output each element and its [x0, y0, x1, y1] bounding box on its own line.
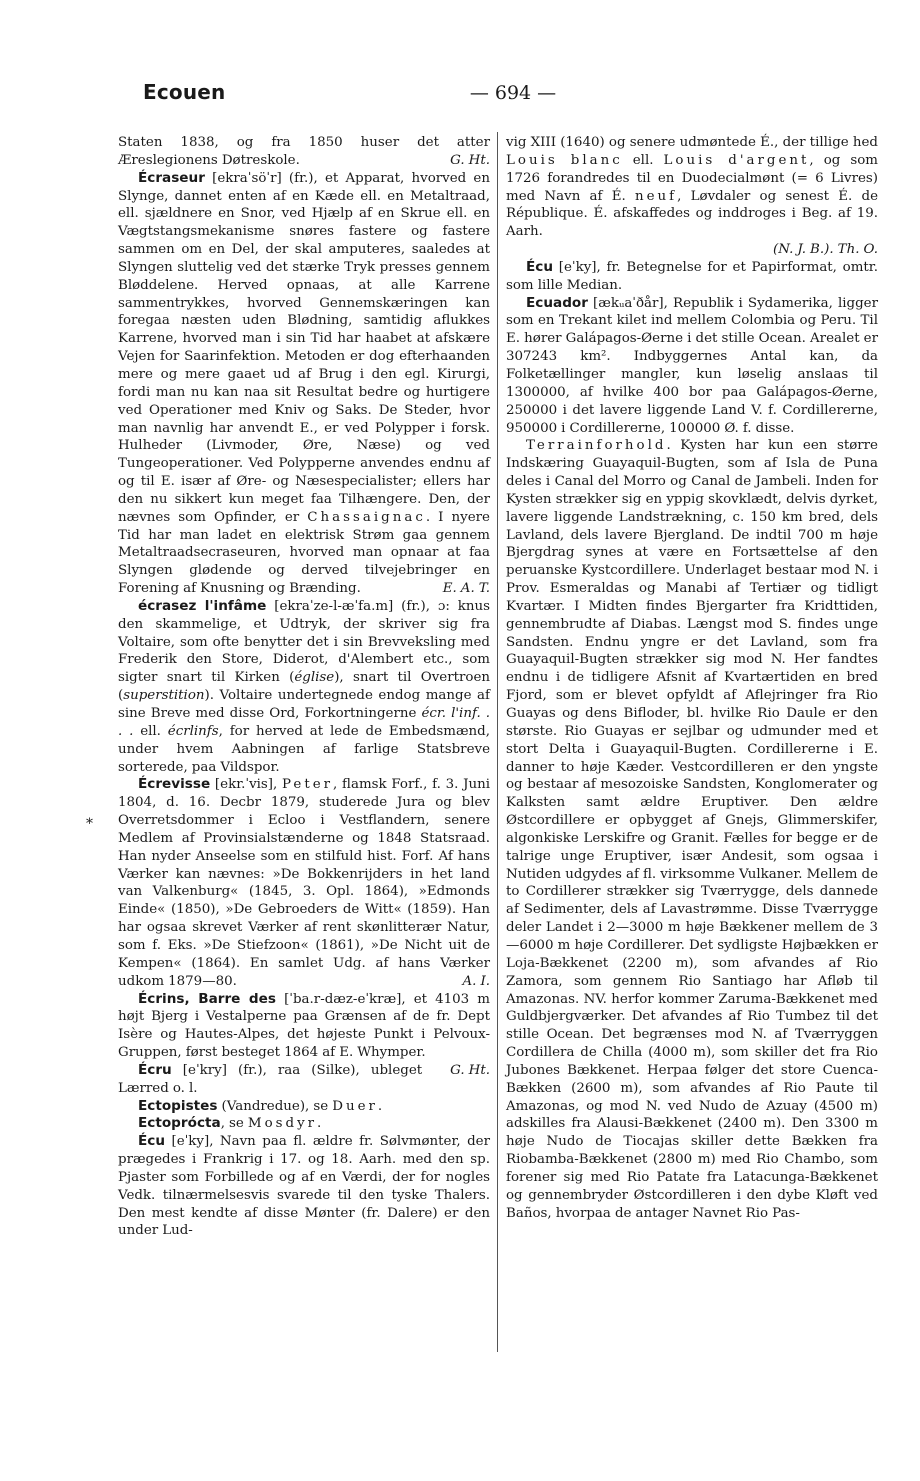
author-signature: (N. J. B.). Th. O.	[773, 242, 878, 258]
author-signature: A. I.	[462, 973, 490, 989]
entry-ecraseur: Écraseur [ekraˈsöˈr] (fr.), et Apparat, hvorved en Slynge, dannet enten af en Kæde ell. en Metaltraad, ell. sjældnere en Snor, ved Hjælp af en Skrue ell. en Vægtstangsmekanisme snøres fastere og fastere sammen om en Del, der skal amputeres, saaledes at Slyngen sluttelig ved det stærke Tryk presses gennem Bløddelene. Herved opnaas, at alle Karrene sammentrykkes, hvorved Gennemskæringen kan foregaa næsten uden Blødning, samtidig aflukkes Karrene, hvorved man i sin Tid har haabet at afskære Vejen for Saarinfektion. Metoden er dog efterhaanden mere og mere gaaet ud af Brug i den egl. Kirurgi, fordi man nu kan naa sit Resultat bedre og hurtigere ved Operationer med Kniv og Saks. De Steder, hvor man navnlig har anvendt E., er ved Polypper i forsk. Hulheder (Livmoder, Øre, Næse) og ved Tungeoperationer. Ved Polypperne anvendes endnu af og til E. især af Øre- og Næsespecialister; ellers har den nu sikkert kun meget faa Tilhængere. Den, der nævnes som Opfinder, er Chassaignac. I nyere Tid har man ladet en elektrisk Strøm gaa gennem Metaltraadsecraseuren, hvorved man opnaar at faa Slyngen glødende og derved tilvejebringer en Forening af Knusning og Brænding. E. A. T.	[118, 169, 490, 597]
headword: Écu	[138, 1133, 166, 1150]
page-header	[143, 80, 883, 110]
entry-ecrasez-linfame: écrasez l'infâme [ekraˈze-l-æˈfa.m] (fr.), ɔ: knus den skammelige, et Udtryk, der skriver sig fra Voltaire, som ofte benytter det i sin Brevveksling med Frederik den Store, Diderot, d'Alembert etc., som sigter snart til Kirken (église), snart til Overtroen (superstition). Voltaire undertegnede endog mange af sine Breve med disse Ord, Forkortningerne écr. l'inf. . . . ell. écrlinfs, for herved at lede de Embedsmænd, under hvem Aabningen af farlige Statsbreve sorterede, paa Vildspor.	[118, 597, 491, 775]
entry-continuation: Staten 1838, og fra 1850 huser det atter Æreslegionens Døtreskole. G. Ht.	[118, 135, 490, 168]
left-column	[118, 134, 490, 1240]
entry-ecu-paper: Écu [eˈky], fr. Betegnelse for et Papirformat, omtr. som lille Median.	[506, 258, 878, 293]
entry-ecru: Écru [eˈkry] (fr.), raa (Silke), ubleget Lærred o. l.	[118, 1061, 423, 1096]
entry-ectopistes: Ectopistes (Vandredue), se Duer.	[138, 1097, 383, 1114]
headword: Ecuador	[526, 294, 588, 311]
column-divider	[497, 132, 498, 1352]
headword: Écu	[526, 258, 554, 275]
author-signature: G. Ht.	[450, 152, 490, 168]
margin-mark: *	[86, 816, 93, 832]
headword: Écrevisse	[138, 776, 211, 793]
right-column	[506, 134, 878, 1222]
headword: Écrins, Barre des	[138, 990, 276, 1007]
headword: Écraseur	[138, 169, 205, 186]
entry-ecrins: Écrins, Barre des [ˈba.r-dæz-eˈkræ], et 4103 m højt Bjerg i Vestalperne paa Grænsen af de fr. Dept Isère og Hautes-Alpes, det højeste Punkt i Pelvoux-Gruppen, først besteget 1864 af E. Whymper. G. Ht.	[118, 990, 490, 1078]
entry-ecrevisse: Écrevisse [ekr.ˈvis], Peter, flamsk Forf., f. 3. Juni 1804, d. 16. Decbr 1879, studerede Jura og blev Overretsdommer i Ecloo i Vestflandern, senere Medlem af Provinsialstænderne og 1848 Statsraad. Han nyder Anseelse som en stilfuld hist. Forf. Af hans Værker kan nævnes: »De Bokkenrijders in het land van Valkenburg« (1845, 3. Opl. 1864), »Edmonds Einde« (1850), »De Gebroeders de Witt« (1859). Han har ogsaa skrevet Værker af rent skønlitterær Natur, som f. Eks. »De Stiefzoon« (1861), »De Nicht uit de Kempen« (1864). En samlet Udg. af hans Værker udkom 1879—80. A. I.	[118, 776, 490, 989]
author-signature: G. Ht.	[450, 1062, 490, 1078]
headword: Ectopistes	[138, 1097, 218, 1114]
headword: Ectoprócta	[138, 1115, 221, 1132]
headword: Écru	[138, 1061, 172, 1078]
page-number: — 694 —	[469, 82, 557, 104]
entry-ecuador: Ecuador [ækᵤaˈðår], Republik i Sydamerika, ligger som en Trekant kilet ind mellem Colombia og Peru. Til E. hører Galápagos-Øerne i det stille Ocean. Arealet er 307243 km². Indbyggernes Antal kan, da Folketællinger mangler, kun løselig anslaas til 1300000, af hvilke 400 bor paa Galápagos-Øerne, 250000 i det lavere liggende Land V. f. Cordillererne, 950000 i Cordillererne, 100000 Ø. f. disse.	[506, 294, 878, 436]
entry-ecuador-terrain: Terrainforhold. Kysten har kun een større Indskæring Guayaquil-Bugten, som af Isla de Puna deles i Canal del Morro og Canal de Jambeli. Inden for Kysten strækker sig en yppig skovklædt, delvis dyrket, lavere liggende Landstrækning, c. 150 km bred, dels Lavland, dels lavere Bjergland. De indtil 700 m høje Bjergdrag synes at være en Fortsættelse af den peruanske Kystcordillere. Underlaget bestaar mod N. i Prov. Esmeraldas og Manabi af Tertiær og tidligt Kvartær. I Midten findes Bjergarter fra Kridttiden, gennembrudte af Diabas. Længst mod S. findes unge Sandsten. Endnu yngre er det Lavland, som fra Guayaquil-Bugten strækker sig mod N. Her fandtes endnu i de tidligere Afsnit af Kvartærtiden en bred Fjord, som er blevet opfyldt af Aflejringer fra Rio Guayas og dens Bifloder, bl. hvilke Rio Daule er den største. Rio Guayas er sejlbar og udmunder med et stort Delta i Guayaquil-Bugten. Cordillererne i E. danner to høje Kæder. Vestcordilleren er den yngste og bestaar af mesozoiske Sandsten, Konglomerater og Kalksten samt ældre Eruptiver. Den ældre Østcordillere er opbygget af Gnejs, Glimmerskifer, algonkiske Lerskifre og Granit. Fælles for begge er de talrige unge Eruptiver, især Andesit, som ogsaa i Nutiden udgydes af fl. virksomme Vulkaner. Mellem de to Cordillerer strækker sig Tværrygge, dels dannede af Sedimenter, dels af Lavastrømme. Disse Tværrygge deler Landet i 2—3000 m høje Bækkener mellem de 3—6000 m høje Cordillerer. Det sydligste Højbækken er Loja-Bækkenet (2200 m), som afvandes af Rio Zamora, som gennem Rio Santiago har Afløb til Amazonas. NV. herfor kommer Zaruma-Bækkenet med Guldbjergværker. Det afvandes af Rio Tumbez til det stille Ocean. Det begrænses mod N. af Tværryggen Cordillera de Chilla (4000 m), som skiller det fra Rio Jubones Bækkenet. Herpaa følger det store Cuenca-Bækken (2600 m), som afvandes af Rio Paute til Amazonas, og mod N. ved Nudo de Azuay (4500 m) adskilles fra Alausi-Bækkenet (2400 m). Den 3300 m høje Nudo de Tiocajas skiller dette Bækken fra Riobamba-Bækkenet (2800 m) med Rio Chambo, som forener sig med Rio Patate fra Latacunga-Bækkenet og gennembryder Østcordilleren i den dybe Kløft ved Baños, hvorpaa de antager Navnet Rio Pas-	[506, 438, 878, 1221]
section-label: Terrainforhold	[526, 438, 667, 454]
running-headword: Ecouen	[143, 80, 226, 104]
author-signature: E. A. T.	[442, 581, 490, 597]
entry-ecu: Écu [eˈky], Navn paa fl. ældre fr. Sølvmønter, der prægedes i Frankrig i 17. og 18. Aarh. med den sp. Pjaster som Forbillede og af en Værdi, der for nogles Vedk. tilnærmelsesvis svarede til den tyske Thalers. Den mest kendte af disse Mønter (fr. Dalere) er den under Lud-	[118, 1133, 490, 1239]
entry-ecu-continuation: vig XIII (1640) og senere udmøntede É., der tillige hed Louis blanc ell. Louis d'argent, og som 1726 forandredes til en Duodecialmønt (= 6 Livres) med Navn af É. neuf, Løvdaler og senest É. de République. É. afskaffedes og inddroges i Beg. af 19. Aarh.	[506, 135, 879, 240]
entry-ectoprocta: Ectoprócta, se Mosdyr.	[138, 1115, 322, 1132]
headword: écrasez l'infâme	[138, 597, 267, 614]
